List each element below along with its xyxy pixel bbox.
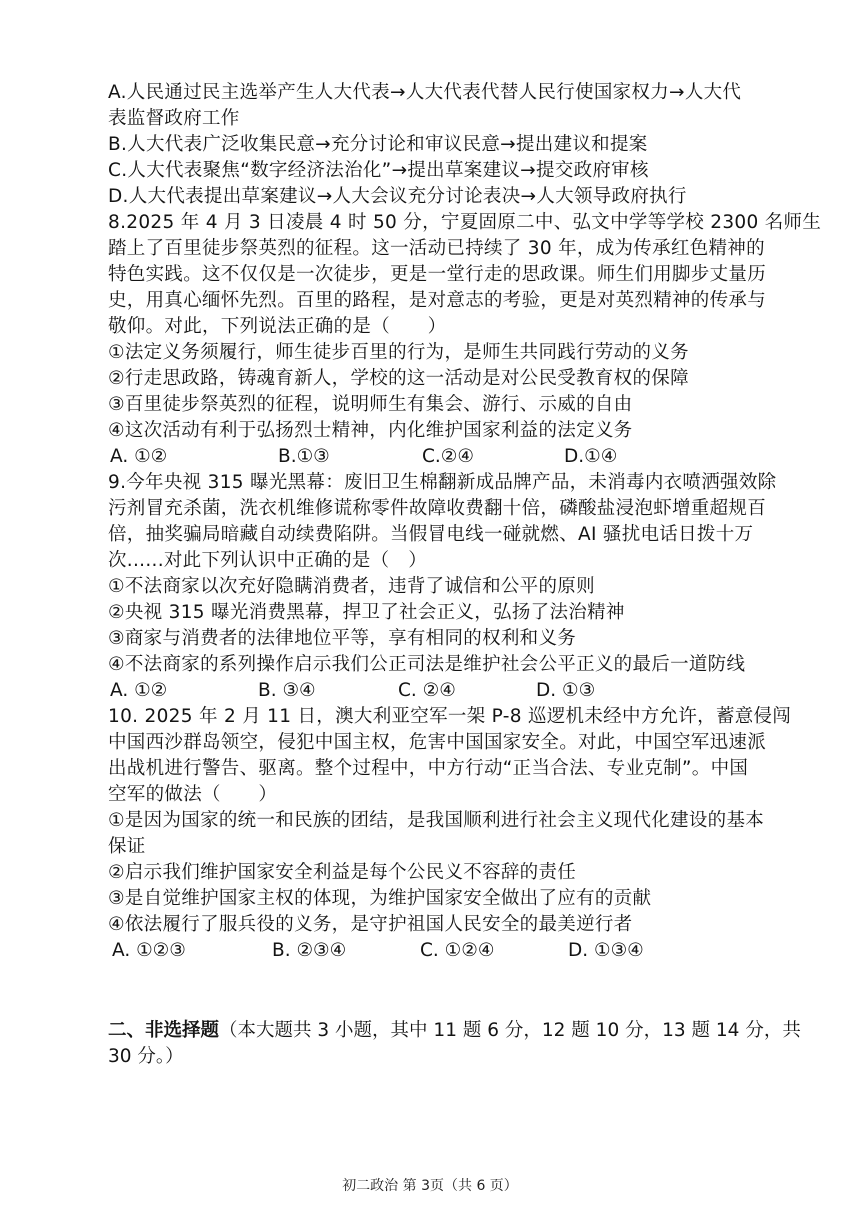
q9-item: ①不法商家以次充好隐瞒消费者，违背了诚信和公平的原则 bbox=[108, 576, 595, 597]
q7-option-a-line1: A.人民通过民主选举产生人大代表→人大代表代替人民行使国家权力→人大代 bbox=[108, 82, 742, 103]
q10-item-continued: 保证 bbox=[108, 836, 146, 857]
q9-options bbox=[108, 678, 758, 704]
page-footer: 初二政治 第 3页（共 6 页） bbox=[342, 1178, 518, 1194]
q8-option-a: A. ①② bbox=[110, 446, 168, 467]
q8-stem-line: 踏上了百里徒步祭英烈的征程。这一活动已持续了 30 年，成为传承红色精神的 bbox=[108, 238, 765, 259]
q10-option-d: D. ①③④ bbox=[568, 940, 644, 961]
q10-item: ③是自觉维护国家主权的体现，为维护国家安全做出了应有的贡献 bbox=[108, 888, 652, 909]
q7-option-d: D.人大代表提出草案建议→人大会议充分讨论表决→人大领导政府执行 bbox=[108, 186, 687, 207]
q9-option-c: C. ②④ bbox=[398, 680, 456, 701]
q10-option-a: A. ①②③ bbox=[112, 940, 186, 961]
q10-options bbox=[108, 938, 758, 964]
q8-item: ③百里徒步祭英烈的征程，说明师生有集会、游行、示威的自由 bbox=[108, 394, 633, 415]
q10-stem-line: 出战机进行警告、驱离。整个过程中，中方行动“正当合法、专业克制”。中国 bbox=[108, 758, 749, 779]
q7-option-a-line2: 表监督政府工作 bbox=[108, 108, 240, 129]
q9-option-b: B. ③④ bbox=[258, 680, 316, 701]
q8-stem-line: 敬仰。对此，下列说法正确的是（ ） bbox=[108, 316, 447, 337]
q8-option-c: C.②④ bbox=[422, 446, 474, 467]
q9-item: ③商家与消费者的法律地位平等，享有相同的权利和义务 bbox=[108, 628, 577, 649]
q8-item: ①法定义务须履行，师生徒步百里的行为，是师生共同践行劳动的义务 bbox=[108, 342, 689, 363]
q10-option-c: C. ①②④ bbox=[420, 940, 495, 961]
q10-stem-line: 中国西沙群岛领空，侵犯中国主权，危害中国国家安全。对此，中国空军迅速派 bbox=[108, 732, 767, 753]
q10-item: ②启示我们维护国家安全利益是每个公民义不容辞的责任 bbox=[108, 862, 577, 883]
q8-options bbox=[108, 444, 758, 470]
q8-stem-line: 8.2025 年 4 月 3 日凌晨 4 时 50 分，宁夏固原二中、弘文中学等学校 2300 名师生 bbox=[108, 212, 822, 233]
q8-stem-line: 特色实践。这不仅仅是一次徒步，更是一堂行走的思政课。师生们用脚步丈量历 bbox=[108, 264, 767, 285]
q9-stem-line: 倍，抽奖骗局暗藏自动续费陷阱。当假冒电线一碰就燃、AI 骚扰电话日拨十万 bbox=[108, 524, 754, 545]
q10-item: ①是因为国家的统一和民族的团结，是我国顺利进行社会主义现代化建设的基本 bbox=[108, 810, 765, 831]
q10-option-b: B. ②③④ bbox=[272, 940, 347, 961]
q9-item: ②央视 315 曝光消费黑幕，捍卫了社会正义，弘扬了法治精神 bbox=[108, 602, 625, 623]
q9-option-d: D. ①③ bbox=[536, 680, 596, 701]
q10-item: ④依法履行了服兵役的义务，是守护祖国人民安全的最美逆行者 bbox=[108, 914, 633, 935]
q8-item: ④这次活动有利于弘扬烈士精神，内化维护国家利益的法定义务 bbox=[108, 420, 633, 441]
section-two-note-continued: 30 分。） bbox=[108, 1046, 184, 1067]
section-two-note: （本大题共 3 小题，其中 11 题 6 分，12 题 10 分，13 题 14 分，共 bbox=[219, 1020, 801, 1041]
q8-option-d: D.①④ bbox=[564, 446, 618, 467]
q9-stem-line: 污剂冒充杀菌，洗衣机维修谎称零件故障收费翻十倍，磷酸盐浸泡虾增重超规百 bbox=[108, 498, 767, 519]
q10-stem-line: 空军的做法（ ） bbox=[108, 784, 278, 805]
q9-item: ④不法商家的系列操作启示我们公正司法是维护社会公平正义的最后一道防线 bbox=[108, 654, 746, 675]
section-two-heading bbox=[108, 1018, 801, 1044]
q7-option-c: C.人大代表聚焦“数字经济法治化”→提出草案建议→提交政府审核 bbox=[108, 160, 649, 181]
q7-option-b: B.人大代表广泛收集民意→充分讨论和审议民意→提出建议和提案 bbox=[108, 134, 648, 155]
q8-item: ②行走思政路，铸魂育新人，学校的这一活动是对公民受教育权的保障 bbox=[108, 368, 689, 389]
q9-stem-line: 次......对此下列认识中正确的是（ ） bbox=[108, 550, 428, 571]
q10-stem-line: 10. 2025 年 2 月 11 日，澳大利亚空军一架 P-8 巡逻机未经中方允许，蓄意侵闯 bbox=[108, 706, 792, 727]
q9-stem-line: 9.今年央视 315 曝光黑幕：废旧卫生棉翻新成品牌产品，未消毒内衣喷洒强效除 bbox=[108, 472, 777, 493]
q9-option-a: A. ①② bbox=[110, 680, 168, 701]
q8-stem-line: 史，用真心缅怀先烈。百里的路程，是对意志的考验，更是对英烈精神的传承与 bbox=[108, 290, 767, 311]
q8-option-b: B.①③ bbox=[278, 446, 330, 467]
section-two-title: 二、非选择题 bbox=[108, 1020, 220, 1041]
